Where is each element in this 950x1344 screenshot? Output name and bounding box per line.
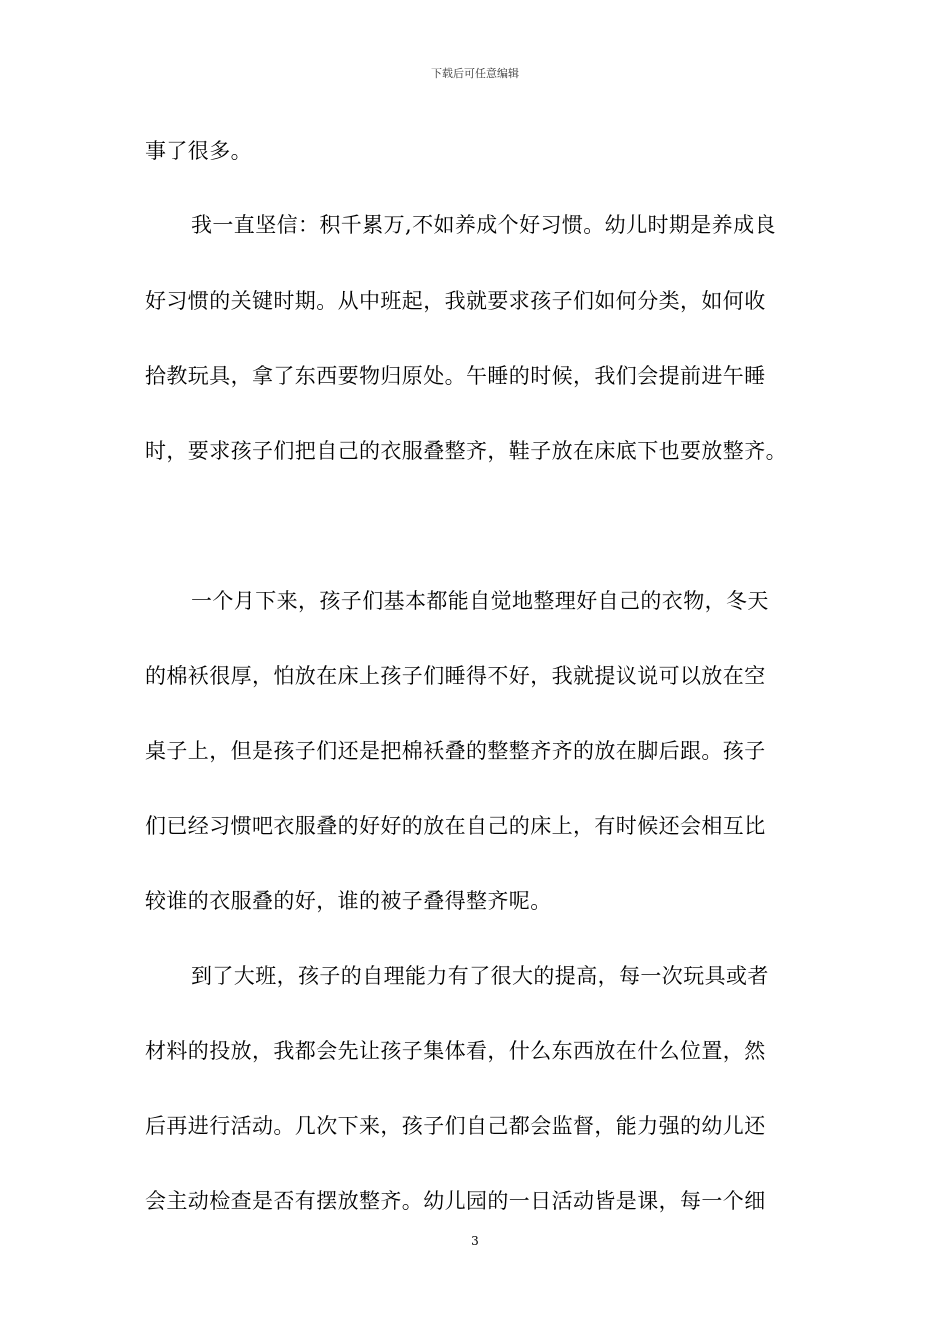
text-line: 们已经习惯吧衣服叠的好好的放在自己的床上，有时候还会相互比	[145, 814, 766, 838]
text-line: 的棉袄很厚，怕放在床上孩子们睡得不好，我就提议说可以放在空	[145, 664, 766, 688]
text-line: 后再进行活动。几次下来，孩子们自己都会监督，能力强的幼儿还	[145, 1114, 766, 1138]
text-line: 好习惯的关键时期。从中班起，我就要求孩子们如何分类，如何收	[145, 289, 766, 313]
text-line: 我一直坚信：积千累万,不如养成个好习惯。幼儿时期是养成良	[191, 213, 776, 237]
text-line: 事了很多。	[145, 139, 252, 163]
text-line: 到了大班，孩子的自理能力有了很大的提高，每一次玩具或者	[191, 964, 769, 988]
text-line: 会主动检查是否有摆放整齐。幼儿园的一日活动皆是课，每一个细	[145, 1189, 766, 1213]
text-line: 桌子上，但是孩子们还是把棉袄叠的整整齐齐的放在脚后跟。孩子	[145, 739, 766, 763]
text-line: 较谁的衣服叠的好，谁的被子叠得整齐呢。	[145, 889, 552, 913]
text-line: 一个月下来，孩子们基本都能自觉地整理好自己的衣物，冬天	[191, 589, 769, 613]
page-header: 下载后可任意编辑	[431, 67, 519, 80]
page-number: 3	[471, 1234, 479, 1248]
text-line: 拾教玩具，拿了东西要物归原处。午睡的时候，我们会提前进午睡	[145, 364, 766, 388]
text-line: 材料的投放，我都会先让孩子集体看，什么东西放在什么位置，然	[145, 1039, 766, 1063]
text-line: 时，要求孩子们把自己的衣服叠整齐，鞋子放在床底下也要放整齐。	[145, 439, 787, 463]
